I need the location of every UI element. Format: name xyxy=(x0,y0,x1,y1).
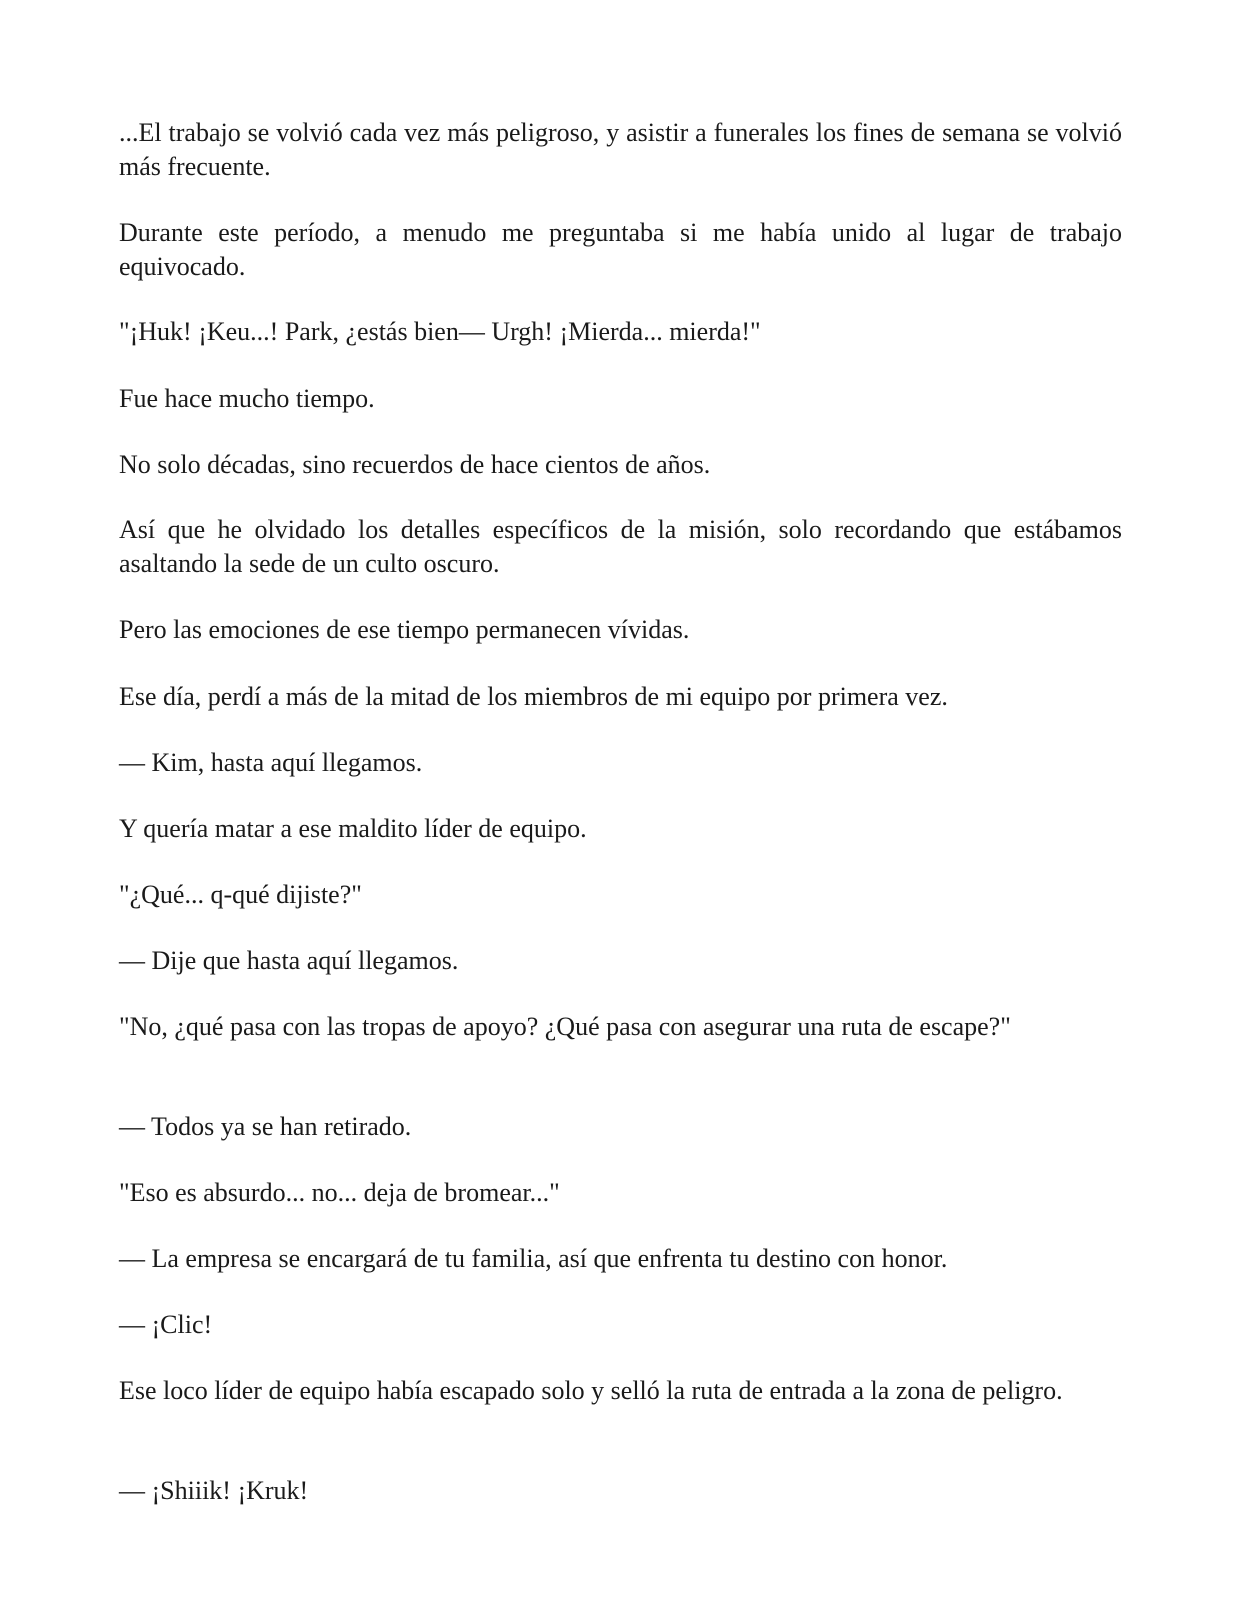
paragraph-7: Pero las emociones de ese tiempo permanecen vívidas. xyxy=(119,615,690,644)
paragraph-12: — Dije que hasta aquí llegamos. xyxy=(119,946,459,975)
paragraph-14: — Todos ya se han retirado. xyxy=(119,1112,412,1141)
paragraph-10: Y quería matar a ese maldito líder de equipo. xyxy=(119,814,587,843)
paragraph-3: "¡Huk! ¡Keu...! Park, ¿estás bien— Urgh! ¡Mierda... mierda!" xyxy=(119,317,761,346)
paragraph-4: Fue hace mucho tiempo. xyxy=(119,384,375,413)
paragraph-18: Ese loco líder de equipo había escapado solo y selló la ruta de entrada a la zona de peligro. xyxy=(119,1376,1063,1405)
paragraph-5: No solo décadas, sino recuerdos de hace cientos de años. xyxy=(119,450,711,479)
paragraph-6: Así que he olvidado los detalles específicos de la misión, solo recordando que estábamos asaltando la sede de un culto oscuro. xyxy=(119,515,1122,578)
paragraph-17: — ¡Clic! xyxy=(119,1310,213,1339)
paragraph-16: — La empresa se encargará de tu familia, así que enfrenta tu destino con honor. xyxy=(119,1244,948,1273)
paragraph-1: ...El trabajo se volvió cada vez más peligroso, y asistir a funerales los fines de semana se volvió más frecuente. xyxy=(119,118,1122,181)
paragraph-19: — ¡Shiiik! ¡Kruk! xyxy=(119,1476,309,1505)
paragraph-13: "No, ¿qué pasa con las tropas de apoyo? ¿Qué pasa con asegurar una ruta de escape?" xyxy=(119,1012,1011,1041)
paragraph-15: "Eso es absurdo... no... deja de bromear..." xyxy=(119,1178,560,1207)
paragraph-8: Ese día, perdí a más de la mitad de los miembros de mi equipo por primera vez. xyxy=(119,682,948,711)
paragraph-9: — Kim, hasta aquí llegamos. xyxy=(119,748,423,777)
paragraph-11: "¿Qué... q-qué dijiste?" xyxy=(119,880,362,909)
paragraph-2: Durante este período, a menudo me preguntaba si me había unido al lugar de trabajo equivocado. xyxy=(119,218,1122,281)
